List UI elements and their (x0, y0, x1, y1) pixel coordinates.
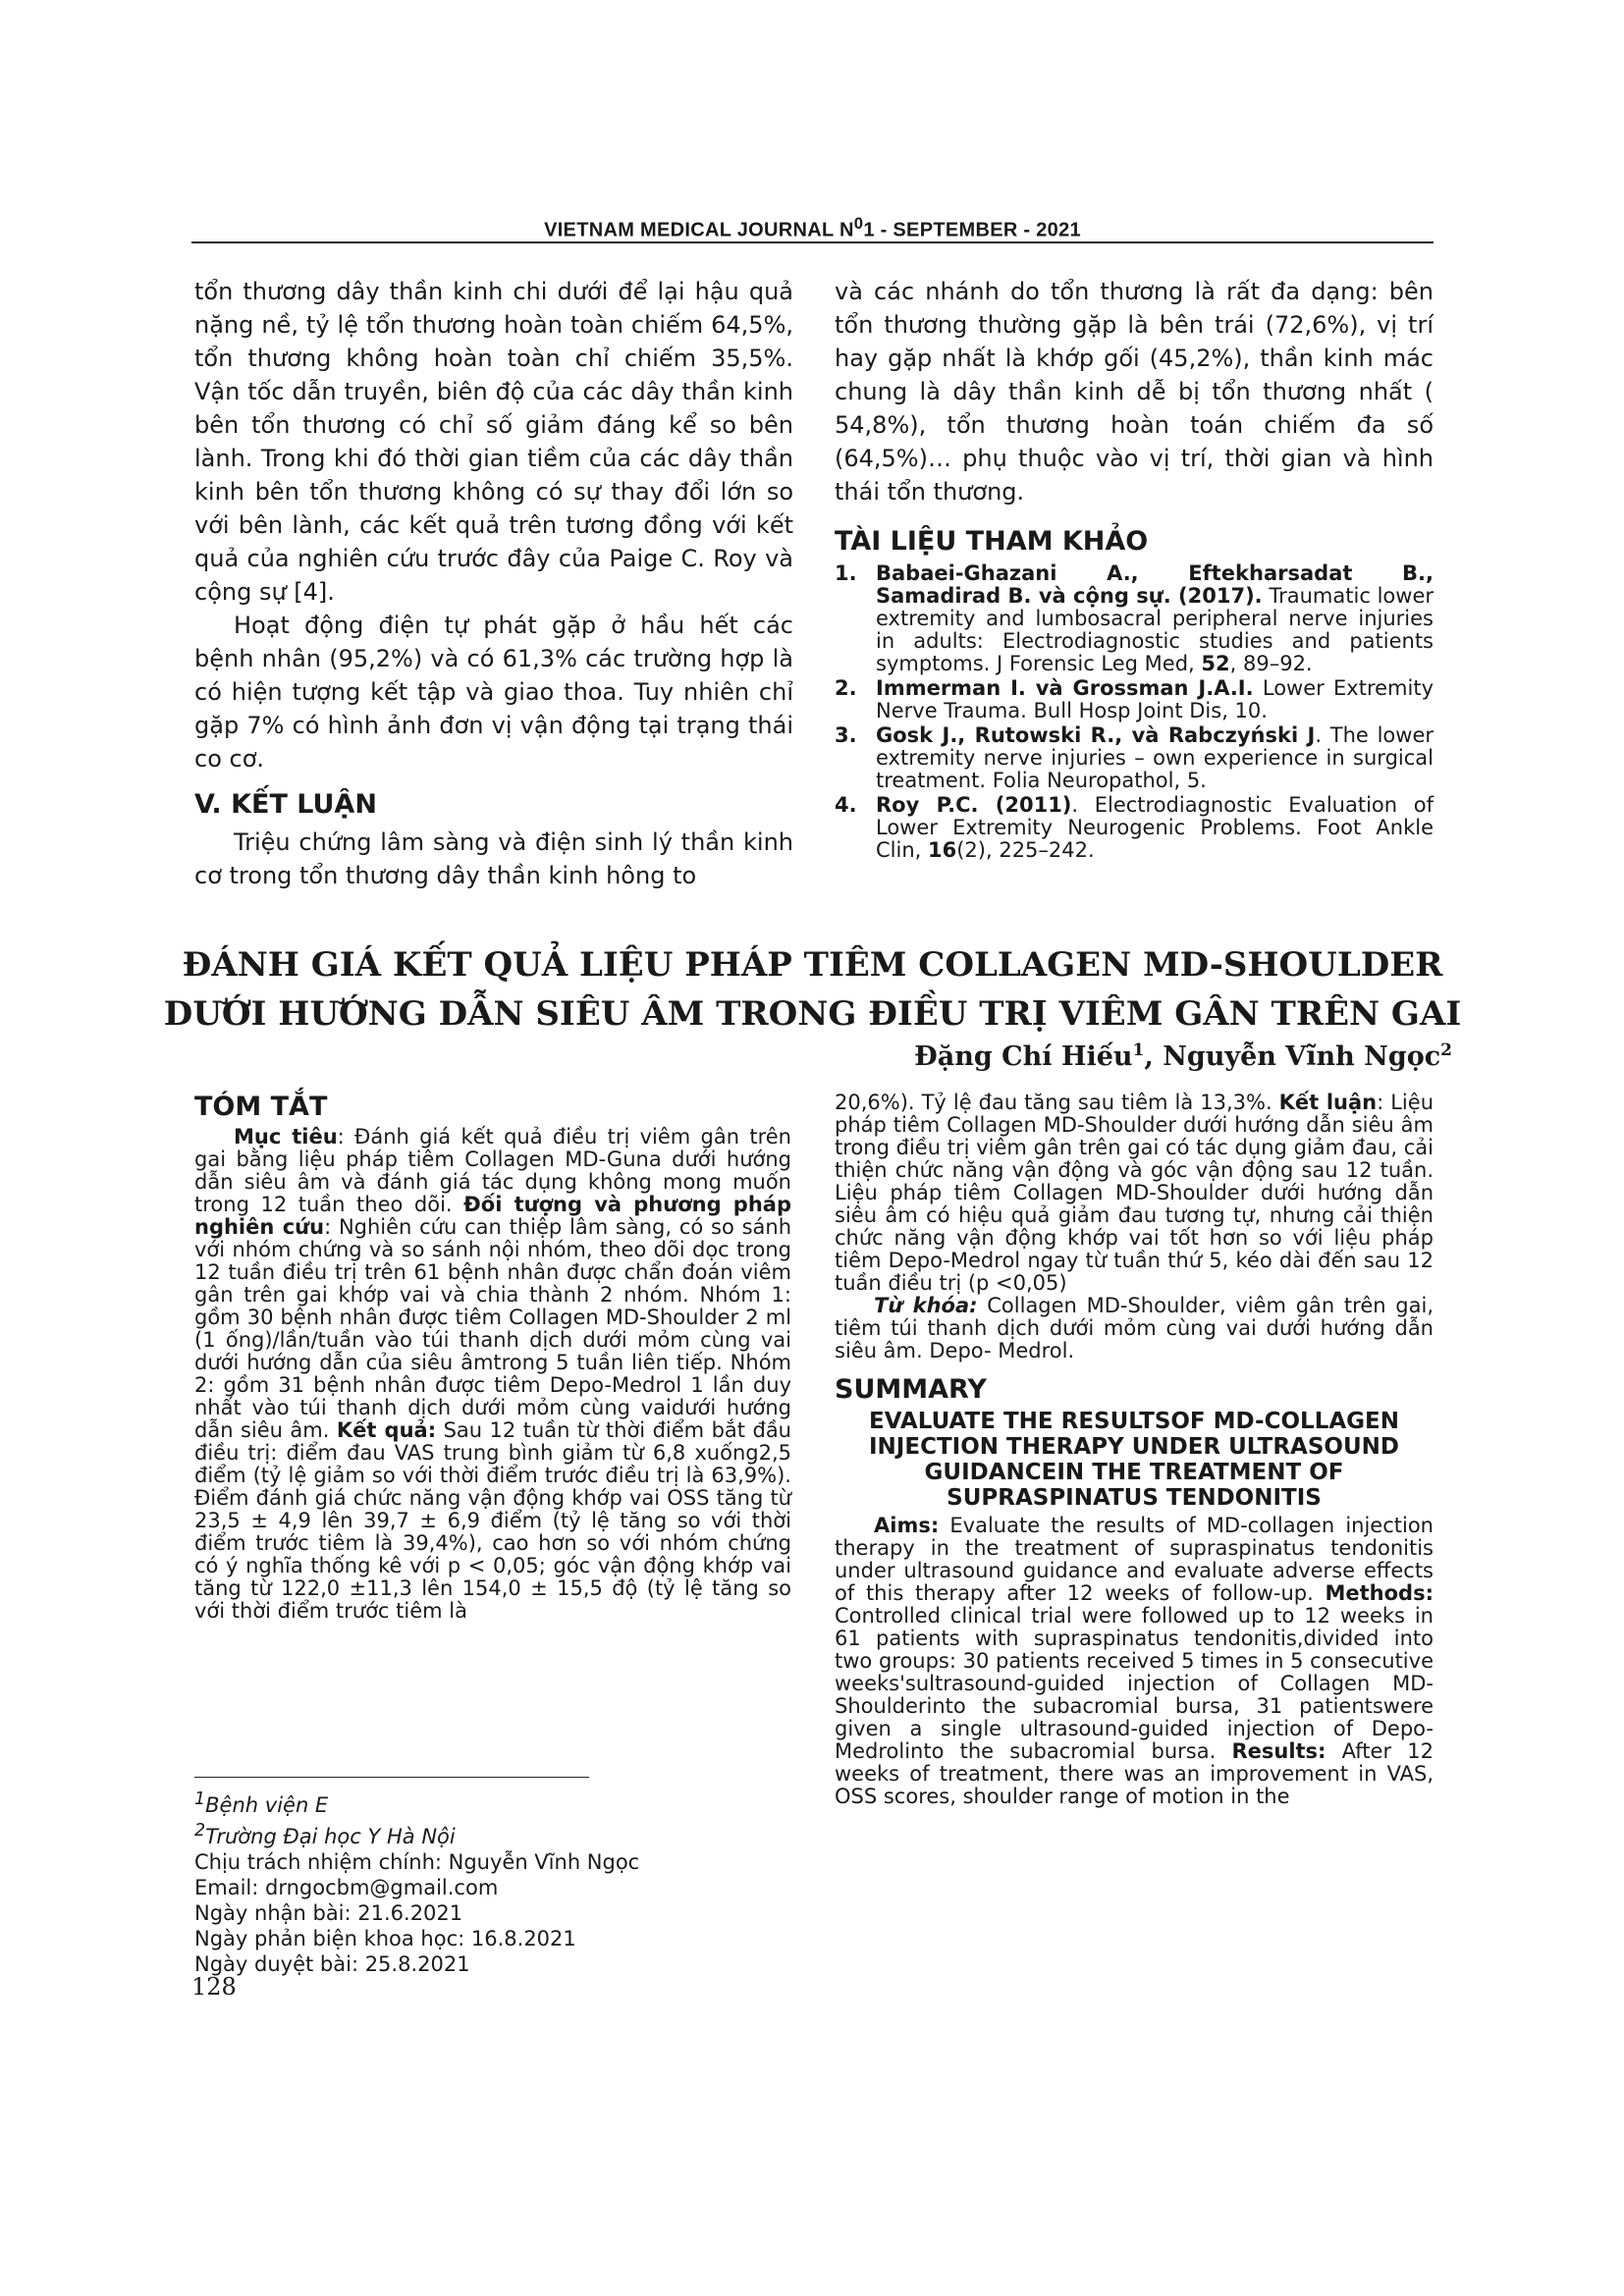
footnote-reviewed: Ngày phản biện khoa học: 16.8.2021 (194, 1927, 576, 1950)
article-title-line: DƯỚI HƯỚNG DẪN SIÊU ÂM TRONG ĐIỀU TRỊ VIÊM GÂN TRÊN GAI (163, 994, 1462, 1034)
paragraph: Hoạt động điện tự phát gặp ở hầu hết các bệnh nhân (95,2%) và có 61,3% các trường hợp là có hiện tượng kết tập và giao thoa. Tuy nhiên chỉ gặp 7% có hình ảnh đơn vị vận động tại trạng thái co cơ. (194, 612, 793, 773)
label-conclusion: Kết luận (1278, 1091, 1378, 1114)
reference-text: . Electrodiagnostic Evaluation of Lower Extremity Neurogenic Problems. Foot Ankle Clin, (876, 793, 1434, 862)
reference-volume: 52 (1201, 652, 1230, 675)
footnote-received: Ngày nhận bài: 21.6.2021 (194, 1901, 463, 1925)
reference-authors: Babaei-Ghazani A., Eftekharsadat B., Samadirad B. và cộng sự. (2017). (876, 561, 1434, 608)
author-affiliation-sup: 2 (1440, 1041, 1452, 1060)
reference-item (835, 794, 1434, 862)
footnotes (194, 1787, 784, 1977)
author-separator: , (1144, 1041, 1164, 1072)
reference-list (835, 562, 1434, 862)
header-rule (191, 241, 1434, 243)
summary-title: EVALUATE THE RESULTSOF MD-COLLAGEN INJECTION THERAPY UNDER ULTRASOUND GUIDANCEIN THE TREATMENT OF SUPRASPINATUS TENDONITIS (868, 1409, 1399, 1511)
reference-text: Traumatic lower extremity and lumbosacral peripheral nerve injuries in adults: Electrodiagnostic studies and patients symptoms. J Forensic Leg Med, (876, 584, 1434, 675)
footnote-responsible: Chịu trách nhiệm chính: Nguyễn Vĩnh Ngọc (194, 1850, 640, 1874)
affiliation-text: Bệnh viện E (205, 1793, 329, 1817)
left-column-top (194, 275, 793, 892)
abstract-paragraph (194, 1126, 791, 1623)
abstract-left-column (194, 1092, 791, 1623)
reference-pages: , 89–92. (1229, 652, 1313, 675)
reference-pages: (2), 225–242. (956, 838, 1095, 862)
text-objective: : Đánh giá kết quả điều trị viêm gân trên gai bằng liệu pháp tiêm Collagen MD-Guna dưới hướng dẫn siêu âm và đánh giá tác dụng không mong muốn trong 12 tuần theo dõi. (194, 1125, 791, 1216)
author-affiliation-sup: 1 (1132, 1041, 1145, 1060)
right-column-top (835, 275, 1434, 864)
reference-number: 2. (835, 676, 857, 700)
label-aims: Aims: (874, 1514, 940, 1537)
reference-text: Lower Extremity Nerve Trauma. Bull Hosp Joint Dis, 10. (876, 676, 1434, 722)
journal-number-sup: 0 (853, 214, 864, 233)
reference-authors: Immerman I. và Grossman J.A.I. (876, 676, 1254, 700)
reference-authors: Roy P.C. (2011) (876, 793, 1072, 817)
text-results-cont: 20,6%). Tỷ lệ đau tăng sau tiêm là 13,3%. (835, 1091, 1279, 1114)
text-results: Sau 12 tuần từ thời điểm bắt đầu điều trị: điểm đau VAS trung bình giảm từ 6,8 xuống2,5 điểm (tỷ lệ giảm so với thời điểm trước điều trị là 63,9%). Điểm đánh giá chức năng vận động khớp vai OSS tăng từ 23,5 ± 4,9 lên 39,7 ± 6,9 điểm (tỷ lệ tăng so với thời điểm trước tiêm là 39,4%), cao hơn so với nhóm chứng có ý nghĩa thống kê với p < 0,05; góc vận động khớp vai tăng từ 122,0 ±11,3 lên 154,0 ± 15,5 độ (tỷ lệ tăng so với thời điểm trước tiêm là (194, 1418, 791, 1623)
section-heading-conclusion: V. KẾT LUẬN (194, 789, 377, 820)
label-methods: Đối tượng và phương pháp nghiên cứu (194, 1193, 791, 1239)
references-heading: TÀI LIỆU THAM KHẢO (835, 526, 1149, 557)
reference-item (835, 677, 1434, 722)
reference-item (835, 562, 1434, 675)
text-methods: : Nghiên cứu can thiệp lâm sàng, có so sánh với nhóm chứng và so sánh nội nhóm, theo dõi dọc trong 12 tuần điều trị trên 61 bệnh nhân được chẩn đoán viêm gân trên gai khớp vai và chia thành 2 nhóm. Nhóm 1: gồm 30 bệnh nhân được tiêm Collagen MD-Shoulder 2 ml (1 ống)/lần/tuần vào túi thanh dịch dưới mỏm cùng vai dưới hướng dẫn của siêu âmtrong 5 tuần liên tiếp. Nhóm 2: gồm 31 bệnh nhân được tiêm Depo-Medrol 1 lần duy nhất vào túi thanh dịch dưới mỏm cùng vaidưới hướng dẫn siêu âm. (194, 1215, 792, 1442)
label-results: Kết quả: (336, 1418, 437, 1442)
running-header (191, 214, 1434, 242)
footnote-email: Email: drngocbm@gmail.com (194, 1876, 499, 1899)
paragraph: tổn thương dây thần kinh chi dưới để lại hậu quả nặng nề, tỷ lệ tổn thương hoàn toàn chiếm 64,5%, tổn thương không hoàn toàn chỉ chiếm 35,5%. Vận tốc dẫn truyền, biên độ của các dây thần kinh bên tổn thương có chỉ số giảm đáng kể so bên lành. Trong khi đó thời gian tiềm của các dây thần kinh bên tổn thương không có sự thay đổi lớn so với bên lành, các kết quả trên tương đồng với kết quả của nghiên cứu trước đây của Paige C. Roy và cộng sự [4]. (194, 278, 793, 606)
footnote-affiliation-1: $^1$Bệnh viện E (194, 1789, 329, 1817)
author-name: Nguyễn Vĩnh Ngọc (1163, 1041, 1441, 1072)
label-objective: Mục tiêu (234, 1125, 338, 1148)
label-keywords: Từ khóa: (874, 1294, 978, 1317)
summary-heading: SUMMARY (835, 1374, 987, 1405)
text-aims: Evaluate the results of MD-collagen injection therapy in the treatment of supraspinatus tendonitis under ultrasound guidance and evaluate adverse effects of this therapy after 12 weeks of follow-up. (835, 1514, 1434, 1605)
footnote-affiliation-2: $^2$Trường Đại học Y Hà Nội (194, 1821, 456, 1848)
keywords-paragraph (835, 1295, 1434, 1362)
reference-item (835, 724, 1434, 792)
article-authors (914, 1041, 1452, 1072)
abstract-heading: TÓM TẮT (194, 1092, 328, 1122)
journal-name: VIETNAM MEDICAL JOURNAL N (544, 219, 854, 241)
paragraph: Triệu chứng lâm sàng và điện sinh lý thần kinh cơ trong tổn thương dây thần kinh hông to (194, 828, 793, 889)
reference-number: 1. (835, 561, 857, 585)
reference-volume: 16 (928, 838, 957, 862)
reference-number: 3. (835, 723, 857, 747)
label-results-en: Results: (1231, 1739, 1326, 1763)
page-number: 128 (191, 1973, 237, 2001)
text-methods-en: Controlled clinical trial were followed up to 12 weeks in 61 patients with supraspinatus tendonitis,divided into two groups: 30 patients received 5 times in 5 consecutive weeks'sultrasound-guided injection of Collagen MD-Shoulderinto the subacromial bursa, 31 patientswere given a single ultrasound-guided injection of Depo-Medrolinto the subacromial bursa. (835, 1604, 1434, 1763)
reference-text: . The lower extremity nerve injuries – own experience in surgical treatment. Folia Neuropathol, 5. (876, 723, 1435, 792)
summary-paragraph (835, 1515, 1434, 1808)
paragraph: và các nhánh do tổn thương là rất đa dạng: bên tổn thương thường gặp là bên trái (72,6%), vị trí hay gặp nhất là khớp gối (45,2%), thần kinh mác chung là dây thần kinh dễ bị tổn thương nhất ( 54,8%), tổn thương hoàn toán chiếm đa số (64,5%)… phụ thuộc vào vị trí, thời gian và hình thái tổn thương. (835, 278, 1434, 506)
label-methods-en: Methods: (1325, 1581, 1434, 1605)
article-title-line: ĐÁNH GIÁ KẾT QUẢ LIỆU PHÁP TIÊM COLLAGEN MD-SHOULDER (182, 945, 1443, 985)
affiliation-text: Trường Đại học Y Hà Nội (205, 1825, 456, 1848)
reference-number: 4. (835, 793, 857, 817)
footnote-accepted: Ngày duyệt bài: 25.8.2021 (194, 1952, 470, 1976)
journal-issue: 1 - SEPTEMBER - 2021 (863, 219, 1081, 241)
abstract-paragraph (835, 1092, 1434, 1295)
text-conclusion: : Liệu pháp tiêm Collagen MD-Shoulder dưới hướng dẫn siêu âm trong điều trị viêm gân trên gai có tác dụng giảm đau, cải thiện chức năng vận động và góc vận động sau 12 tuần. Liệu pháp tiêm Collagen MD-Shoulder dưới hướng dẫn siêu âm có hiệu quả giảm đau tương tự, nhưng cải thiện chức năng vận động khớp vai tốt hơn so với liệu pháp tiêm Depo-Medrol ngay từ tuần thứ 5, kéo dài đến sau 12 tuần điều trị (p <0,05) (835, 1091, 1434, 1295)
abstract-right-column (835, 1092, 1434, 1808)
author-name: Đặng Chí Hiếu (914, 1041, 1133, 1072)
article-title (157, 940, 1468, 1039)
text-results-en: After 12 weeks of treatment, there was an improvement in VAS, OSS scores, shoulder range of motion in the (835, 1739, 1434, 1808)
reference-authors: Gosk J., Rutowski R., và Rabczyński J (876, 723, 1316, 747)
text-keywords: Collagen MD-Shoulder, viêm gân trên gai, tiêm túi thanh dịch dưới mỏm cùng vai dưới hướng dẫn siêu âm. Depo- Medrol. (835, 1294, 1434, 1362)
footnote-rule (194, 1777, 589, 1778)
